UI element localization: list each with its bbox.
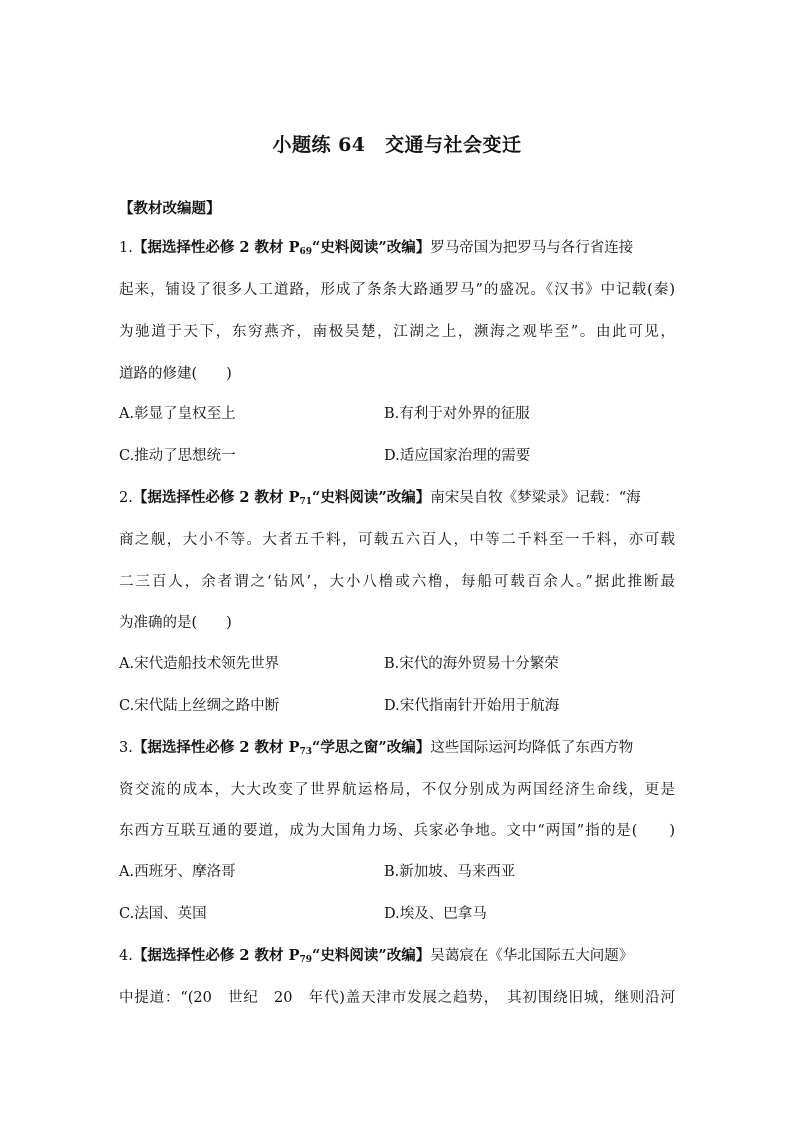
question-number: 4. (119, 948, 133, 964)
question-1-line-4: 道路的修建( ) (119, 366, 232, 382)
option-b: B.宋代的海外贸易十分繁荣 (384, 656, 559, 672)
question-number: 3. (119, 740, 133, 756)
question-number: 1. (119, 240, 133, 256)
option-d: D.适应国家治理的需要 (384, 448, 531, 464)
question-1-line-1 (119, 238, 675, 258)
source-tag: 【据选择性必修 2 教材 $P_{73}“$学思之窗”改编】 (132, 739, 431, 757)
question-text: 吴蔼宸在《华北国际五大问题》 (430, 948, 634, 964)
question-2-line-2: 商之舰，大小不等。大者五千料，可载五六百人，中等二千料至一千料，亦可载 (119, 532, 675, 548)
question-2-line-3: 二三百人，余者谓之‘钻风’，大小八橹或六橹，每船可载百余人。”据此推断最 (119, 574, 675, 590)
question-text: 这些国际运河均降低了东西方物 (430, 740, 634, 756)
option-c: C.法国、英国 (119, 906, 207, 922)
option-a: A.宋代造船技术领先世界 (119, 656, 280, 672)
question-text: 南宋吴自牧《梦粱录》记载：“海 (430, 490, 641, 506)
source-tag: 【据选择性必修 2 教材 $P_{79}“$史料阅读”改编】 (132, 947, 431, 965)
question-4-line-2: 中提道：“(20 世纪 20 年代)盖天津市发展之趋势， 其初围绕旧城，继则沿河 (119, 990, 675, 1006)
source-tag: 【据选择性必修 2 教材 $P_{71}“$史料阅读”改编】 (132, 489, 431, 507)
question-3-line-1 (119, 738, 675, 758)
question-1-line-2: 起来，铺设了很多人工道路，形成了条条大路通罗马”的盛况。《汉书》中记载(秦) (119, 282, 675, 298)
source-tag: 【据选择性必修 2 教材 $P_{69}“$史料阅读”改编】 (132, 239, 431, 257)
question-3-line-2: 资交流的成本，大大改变了世界航运格局，不仅分别成为两国经济生命线，更是 (119, 782, 675, 798)
option-a: A.彰显了皇权至上 (119, 406, 236, 422)
question-4-line-1 (119, 946, 675, 966)
option-c: C.推动了思想统一 (119, 448, 236, 464)
section-heading: 【教材改编题】 (119, 200, 221, 217)
option-d: D.宋代指南针开始用于航海 (384, 698, 560, 714)
page-title: 小题练 64 交通与社会变迁 (272, 134, 522, 156)
question-3-line-3: 东西方互联互通的要道，成为大国角力场、兵家必争地。文中“两国”指的是( ) (119, 823, 675, 839)
question-number: 2. (119, 490, 133, 506)
option-b: B.新加坡、马来西亚 (384, 864, 516, 880)
question-text: 罗马帝国为把罗马与各行省连接 (430, 240, 634, 256)
option-b: B.有利于对外界的征服 (384, 406, 530, 422)
option-d: D.埃及、巴拿马 (384, 906, 487, 922)
question-2-line-1 (119, 488, 675, 508)
option-c: C.宋代陆上丝绸之路中断 (119, 698, 280, 714)
option-a: A.西班牙、摩洛哥 (119, 864, 236, 880)
question-1-line-3: 为驰道于天下，东穷燕齐，南极吴楚，江湖之上，濒海之观毕至”。由此可见， (119, 324, 675, 340)
question-2-line-4: 为准确的是( ) (119, 615, 232, 631)
